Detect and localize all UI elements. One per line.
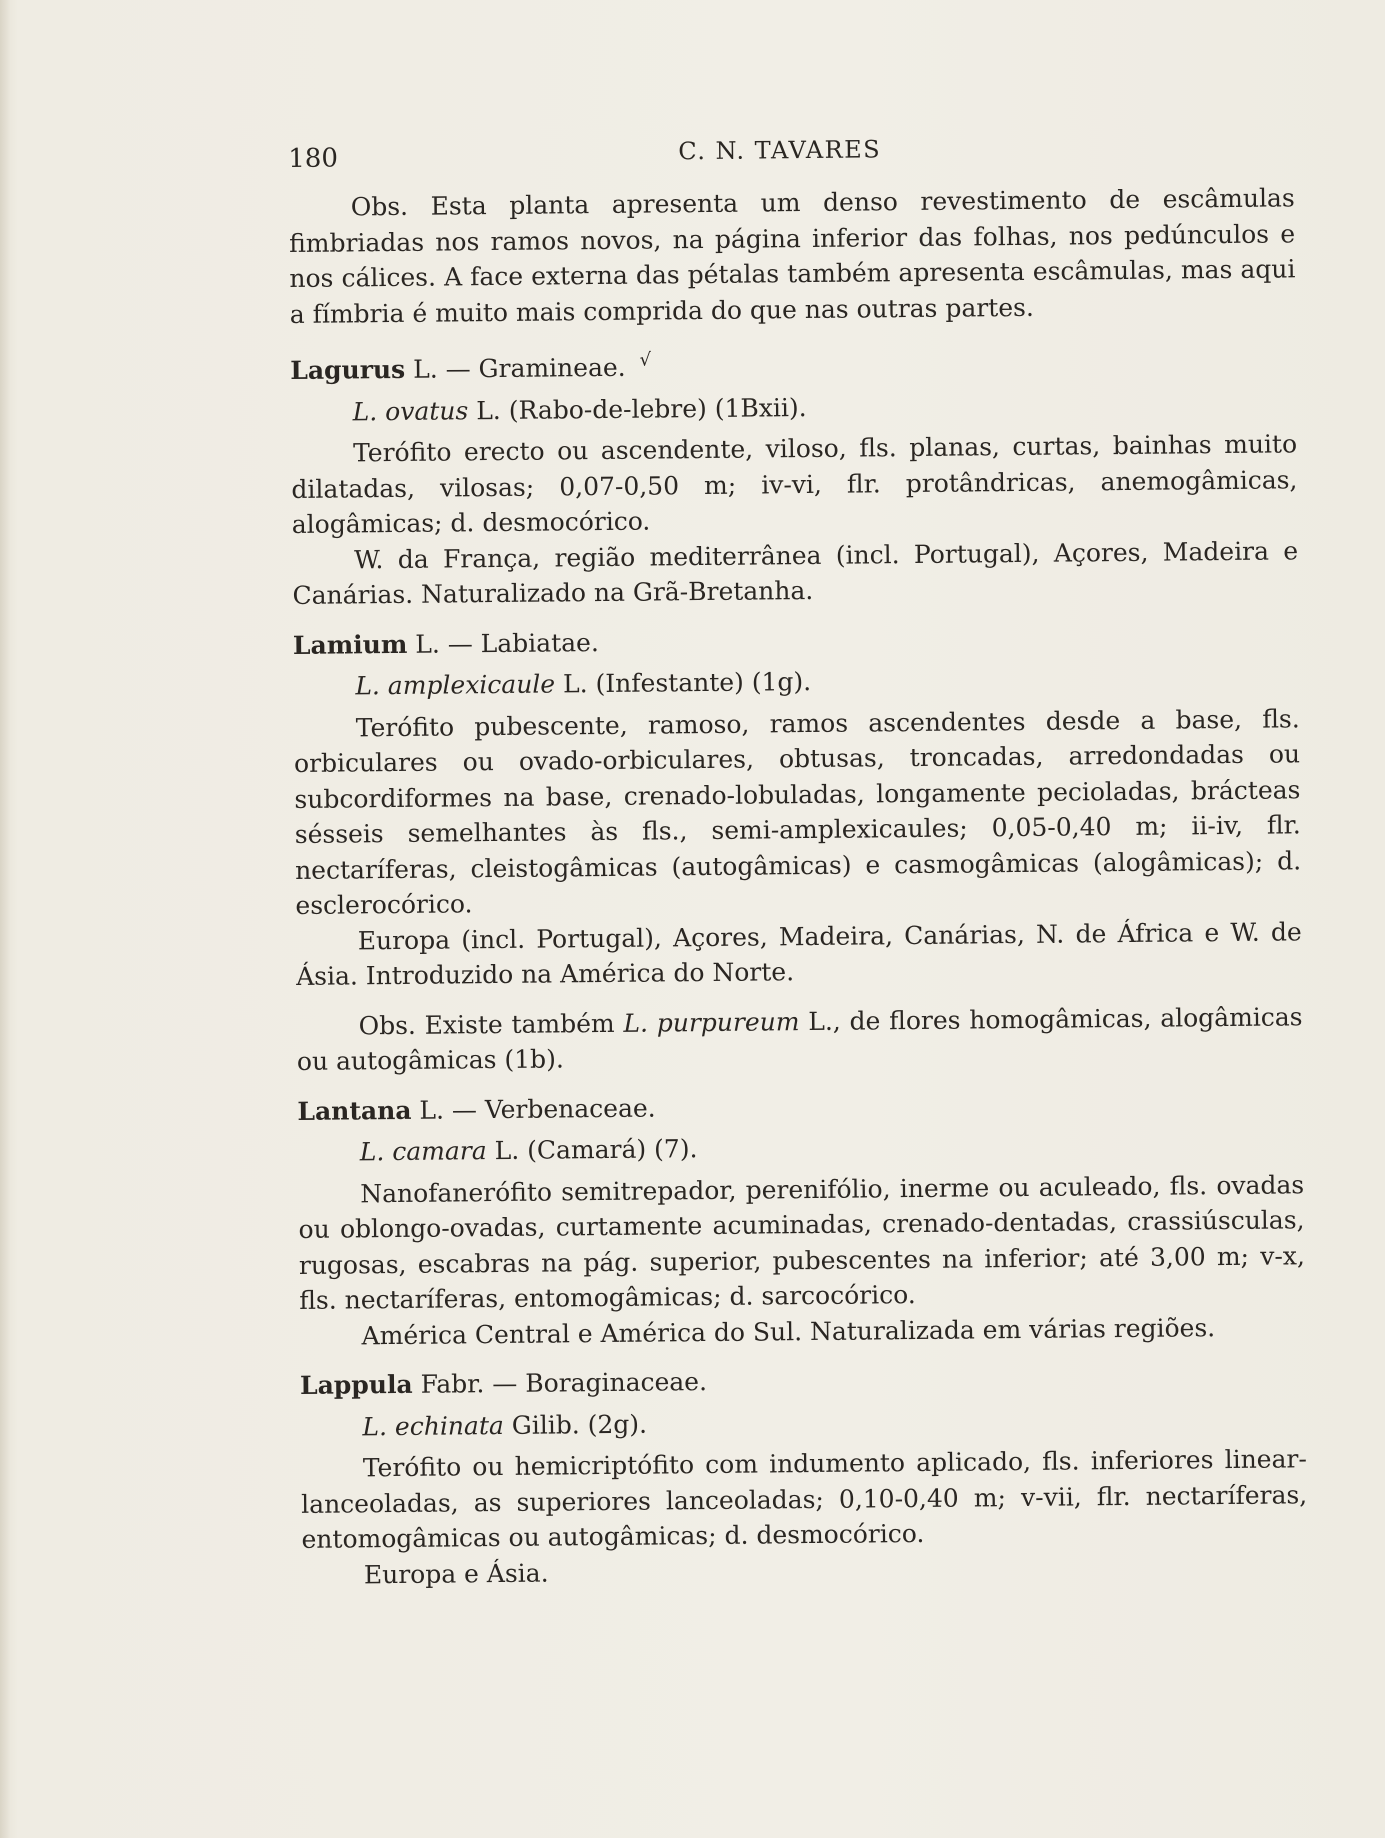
- species-lantana-camara: [298, 1125, 1304, 1170]
- page-content: [288, 118, 1308, 1593]
- page-header: [288, 118, 1295, 190]
- species-lappula-echinata: [300, 1400, 1306, 1445]
- species-author: L. (Infestante) (1g).: [562, 667, 812, 699]
- obs-prefix: Obs. Existe também: [358, 1008, 615, 1040]
- genus-name: Lagurus: [290, 354, 406, 385]
- genus-lantana: [297, 1084, 1303, 1129]
- genus-lappula: [300, 1358, 1306, 1403]
- distribution-lamium: Europa (incl. Portugal), Açores, Madeira, Canárias, N. de África e W. de Ásia. Introduzido na América do Norte.: [296, 916, 1302, 991]
- book-gutter: [0, 0, 10, 1838]
- genus-lamium: [293, 618, 1299, 663]
- genus-authority: L. — Labiatae.: [415, 627, 599, 659]
- obs-suffix: L., de flores homogâmicas, alogâmicas ou autogâmicas (1b).: [296, 1001, 1303, 1076]
- genus-authority: Fabr. — Boraginaceae.: [420, 1367, 708, 1399]
- distribution-lappula: Europa e Ásia.: [363, 1558, 549, 1589]
- running-title: C. N. TAVARES: [678, 135, 882, 166]
- species-name: L. camara: [359, 1136, 487, 1167]
- genus-authority: L. — Verbenaceae.: [419, 1093, 656, 1125]
- obs-intro: Obs. Esta planta apresenta um denso revestimento de escâmulas fimbriadas nos ramos novos, na página inferior das folhas, nos pedúnculos e nos cálices. A face externa das pétalas também apresenta escâmulas, mas aqui a fímbria é muito mais comprida do que nas outras partes.: [288, 183, 1296, 329]
- page-number: 180: [288, 143, 339, 174]
- obs-lamium: [296, 999, 1303, 1080]
- distribution-lantana: América Central e América do Sul. Naturalizada em várias regiões.: [361, 1312, 1216, 1350]
- species-name: L. ovatus: [352, 395, 469, 426]
- species-lamium-amplexicaule: [293, 659, 1299, 704]
- genus-lagurus: [290, 336, 1296, 388]
- obs-species: L. purpureum: [623, 1006, 800, 1038]
- check-mark: √: [639, 349, 652, 371]
- species-author: Gilib. (2g).: [511, 1409, 648, 1440]
- genus-name: Lappula: [299, 1369, 413, 1400]
- description-lappula: Terófito ou hemicriptófito com indumento aplicado, fls. inferiores linear-lanceoladas, as superiores lanceoladas; 0,10-0,40 m; v-vii, flr. nectaríferas, entomogâmicas ou autogâmicas; d. desmocórico.: [301, 1444, 1308, 1554]
- genus-name: Lantana: [297, 1095, 412, 1126]
- description-lagurus: Terófito erecto ou ascendente, viloso, fls. planas, curtas, bainhas muito dilatadas, vilosas; 0,07-0,50 m; iv-vi, flr. protândricas, anemogâmicas, alogâmicas; d. desmocórico.: [291, 429, 1298, 539]
- species-lagurus-ovatus: [291, 385, 1297, 430]
- species-author: L. (Rabo-de-lebre) (1Bxii).: [476, 392, 807, 425]
- species-name: L. echinata: [362, 1410, 504, 1441]
- species-name: L. amplexicaule: [355, 669, 556, 701]
- description-lantana: Nanofanerófito semitrepador, perenifólio, inerme ou aculeado, fls. ovadas ou oblongo-ovadas, curtamente acuminadas, crenado-dentadas, crassiúsculas, rugosas, escabras na pág. superior, pubescentes na inferior; até 3,00 m; v-x, fls. nectaríferas, entomogâmicas; d. sarcocórico.: [298, 1169, 1306, 1315]
- distribution-lagurus: W. da França, região mediterrânea (incl. Portugal), Açores, Madeira e Canárias. Naturalizado na Grã-Bretanha.: [292, 535, 1299, 610]
- species-author: L. (Camará) (7).: [494, 1134, 698, 1166]
- genus-name: Lamium: [292, 629, 408, 660]
- description-lamium: Terófito pubescente, ramoso, ramos ascendentes desde a base, fls. orbiculares ou ovado-orbiculares, obtusas, troncadas, arredondadas ou subcordiformes na base, crenado-lobuladas, longamente pecioladas, brácteas sésseis semelhantes às fls., semi-amplexicaules; 0,05-0,40 m; ii-iv, flr. nectaríferas, cleistogâmicas (autogâmicas) e casmogâmicas (alogâmicas); d. esclerocórico.: [293, 703, 1302, 920]
- genus-authority: L. — Gramineae.: [412, 352, 626, 384]
